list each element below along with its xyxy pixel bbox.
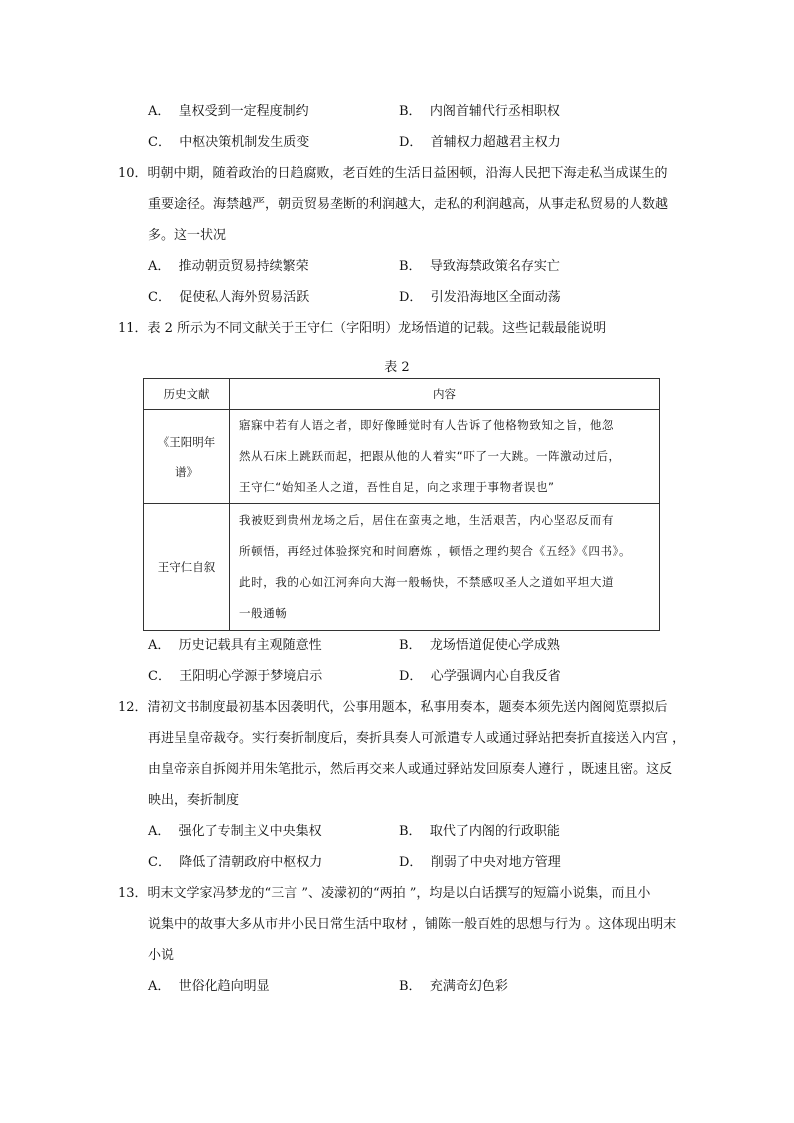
source-table	[143, 378, 660, 631]
q11-option-c: C． 王阳明心学源于梦境启示	[148, 669, 323, 684]
table-cell-source: 《王阳明年 谱》	[144, 410, 230, 504]
q12-number: 12．	[118, 700, 148, 715]
table-cell-content: 我被贬到贵州龙场之后，居住在蛮夷之地，生活艰苦，内心坚忍反而有 所顿悟，再经过体验探究和时间磨炼 ，顿悟之理约契合《五经》《四书》。 此时，我的心如江河奔向大海一般畅快，不禁感叹圣人之道如平坦大道 一般通畅	[230, 504, 660, 631]
q11-option-b: B． 龙场悟道促使心学成熟	[399, 638, 560, 653]
q10-stem-line-3: 多。这一状况	[148, 228, 227, 243]
q9-option-d: D． 首辅权力超越君主权力	[399, 135, 561, 150]
q11-option-a: A． 历史记载具有主观随意性	[148, 638, 322, 653]
q13-stem-line-2: 说集中的故事大多从市井小民日常生活中取材 ，铺陈一般百姓的思想与行为 。这体现出明末	[148, 917, 677, 932]
q12-option-d: D． 削弱了中央对地方管理	[399, 855, 561, 870]
q11-stem: 11．表 2 所示为不同文献关于王守仁（字阳明）龙场悟道的记载。这些记载最能说明	[118, 321, 607, 336]
q10-option-c: C． 促使私人海外贸易活跃	[148, 290, 310, 305]
q10-stem-line-1: 10．明朝中期，随着政治的日趋腐败，老百姓的生活日益困顿，沿海人民把下海走私当成谋生的	[118, 166, 668, 181]
q12-stem-line-4: 映出，奏折制度	[148, 793, 240, 808]
q10-number: 10．	[118, 166, 148, 181]
table-cell-source: 王守仁自叙	[144, 504, 230, 631]
table-header-content: 内容	[230, 379, 660, 410]
q11-number: 11．	[118, 321, 148, 336]
q10-option-a: A． 推动朝贡贸易持续繁荣	[148, 259, 309, 274]
q13-option-a: A． 世俗化趋向明显	[148, 979, 270, 994]
table-row	[144, 410, 660, 504]
table-row	[144, 504, 660, 631]
table-caption: 表 2	[384, 360, 410, 375]
q10-option-b: B． 导致海禁政策名存实亡	[399, 259, 560, 274]
q9-option-a: A． 皇权受到一定程度制约	[148, 104, 309, 119]
q13-stem-line-3: 小说	[148, 948, 175, 963]
q10-option-d: D． 引发沿海地区全面动荡	[399, 290, 561, 305]
q10-stem-line-2: 重要途径。海禁越严，朝贡贸易垄断的利润越大，走私的利润越高，从事走私贸易的人数越	[148, 197, 669, 212]
table-cell-content: 寤寐中若有人语之者，即好像睡觉时有人告诉了他格物致知之旨，他忽 然从石床上跳跃而起，把跟从他的人着实“吓了一大跳。一阵激动过后， 王守仁“始知圣人之道，吾性自足，向之求理于事物者误也”	[230, 410, 660, 504]
table-header-source: 历史文献	[144, 379, 230, 410]
q12-stem-line-3: 由皇帝亲自拆阅并用朱笔批示，然后再交来人或通过驿站发回原奏人遵行 ，既速且密。这反	[148, 762, 673, 777]
q13-option-b: B． 充满奇幻色彩	[399, 979, 508, 994]
q12-stem-line-1: 12．清初文书制度最初基本因袭明代，公事用题本，私事用奏本，题奏本须先送内阁阅览票拟后	[118, 700, 668, 715]
q13-number: 13．	[118, 886, 148, 901]
q11-option-d: D． 心学强调内心自我反省	[399, 669, 561, 684]
table-header-row	[144, 379, 660, 410]
q12-option-c: C． 降低了清朝政府中枢权力	[148, 855, 323, 870]
q13-stem-line-1: 13．明末文学家冯梦龙的“三言 ”、凌濛初的“两拍 ”，均是以白话撰写的短篇小说集，而且小	[118, 886, 651, 901]
q12-option-a: A． 强化了专制主义中央集权	[148, 824, 322, 839]
q9-option-c: C． 中枢决策机制发生质变	[148, 135, 310, 150]
q12-option-b: B． 取代了内阁的行政职能	[399, 824, 560, 839]
q12-stem-line-2: 再进呈皇帝裁夺。实行奏折制度后，奏折具奏人可派遣专人或通过驿站把奏折直接送入内宫 ，	[148, 731, 686, 746]
q9-option-b: B． 内阁首辅代行丞相职权	[399, 104, 560, 119]
